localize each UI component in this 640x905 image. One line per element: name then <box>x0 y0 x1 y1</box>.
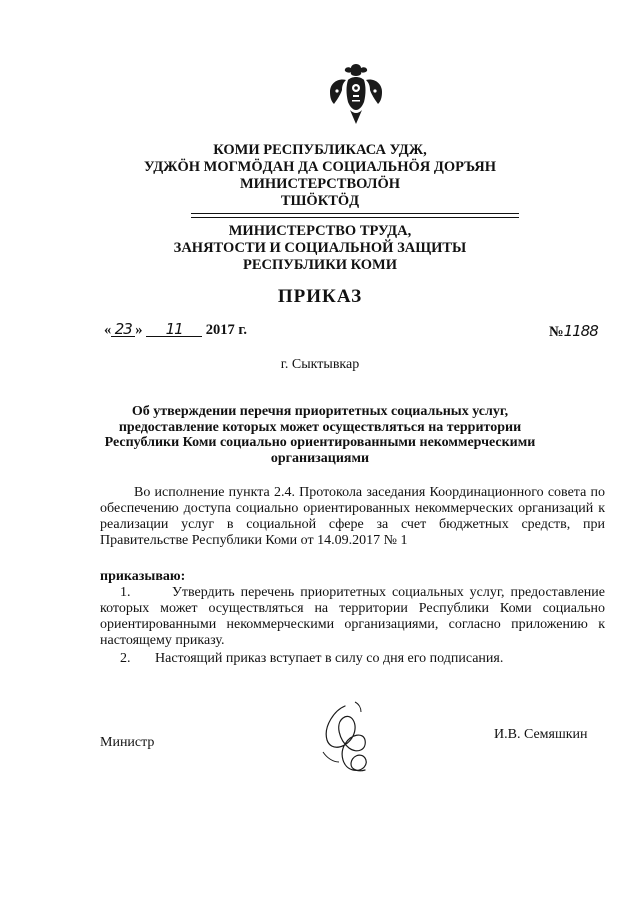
number-sign: № <box>549 324 564 340</box>
header-russian-line: ЗАНЯТОСТИ И СОЦИАЛЬНОЙ ЗАЩИТЫ <box>173 240 467 256</box>
date-open-quote: « <box>104 322 112 338</box>
date-month: 11 <box>146 322 202 337</box>
header-komi-line: МИНИСТЕРСТВОЛӦН <box>239 176 401 192</box>
header-divider-bottom <box>191 217 519 218</box>
number-value: 1188 <box>563 322 598 340</box>
item-1-text: Утвердить перечень приоритетных социальных услуг, предоставление которых может осуществляться на территории Республики Коми социально ориентированными некоммерческими организациями, согласно приложению к настоящему приказу. <box>100 585 605 648</box>
order-date <box>104 322 247 339</box>
directive: приказываю: <box>100 569 186 584</box>
coat-of-arms-emblem <box>326 62 386 126</box>
date-day: 23 <box>111 322 135 337</box>
date-close-quote: » <box>135 322 143 338</box>
order-title: ПРИКАЗ <box>277 286 363 307</box>
header-russian-line: РЕСПУБЛИКИ КОМИ <box>242 257 398 273</box>
header-komi-line: КОМИ РЕСПУБЛИКАСА УДЖ, <box>213 142 427 158</box>
header-russian <box>0 223 640 274</box>
city: г. Сыктывкар <box>280 357 360 372</box>
date-year: 2017 г. <box>205 322 247 338</box>
order-subject <box>0 404 640 466</box>
header-divider-top <box>191 213 519 214</box>
header-komi <box>0 142 640 210</box>
signer-name: И.В. Семяшкин <box>494 727 588 742</box>
subject-line: организациями <box>270 450 370 466</box>
header-komi-line: ТШӦКТӦД <box>280 193 360 209</box>
signer-title: Министр <box>100 735 155 750</box>
item-1 <box>100 585 605 649</box>
item-2-text: Настоящий приказ вступает в силу со дня его подписания. <box>155 651 504 666</box>
item-1-number: 1. <box>120 585 131 600</box>
handwritten-signature <box>315 700 385 775</box>
subject-line: Республики Коми социально ориентированными некоммерческими <box>104 435 536 450</box>
header-russian-line: МИНИСТЕРСТВО ТРУДА, <box>228 223 412 239</box>
order-number <box>549 322 598 341</box>
preamble-paragraph <box>100 485 605 549</box>
item-2-number: 2. <box>120 651 131 666</box>
preamble-text: Во исполнение пункта 2.4. Протокола заседания Координационного совета по обеспечению доступа социально ориентированных некоммерческих организаций к реализации услуг в социальной сфере за счет бюджетных средств, при Правительстве Республики Коми от 14.09.2017 № 1 <box>100 485 605 548</box>
subject-line: предоставление которых может осуществляться на территории <box>118 419 522 435</box>
item-2 <box>100 651 605 667</box>
header-komi-line: УДЖӦН МОГМӦДАН ДА СОЦИАЛЬНӦЯ ДОРЪЯН <box>144 159 496 175</box>
subject-line: Об утверждении перечня приоритетных социальных услуг, <box>131 404 509 419</box>
